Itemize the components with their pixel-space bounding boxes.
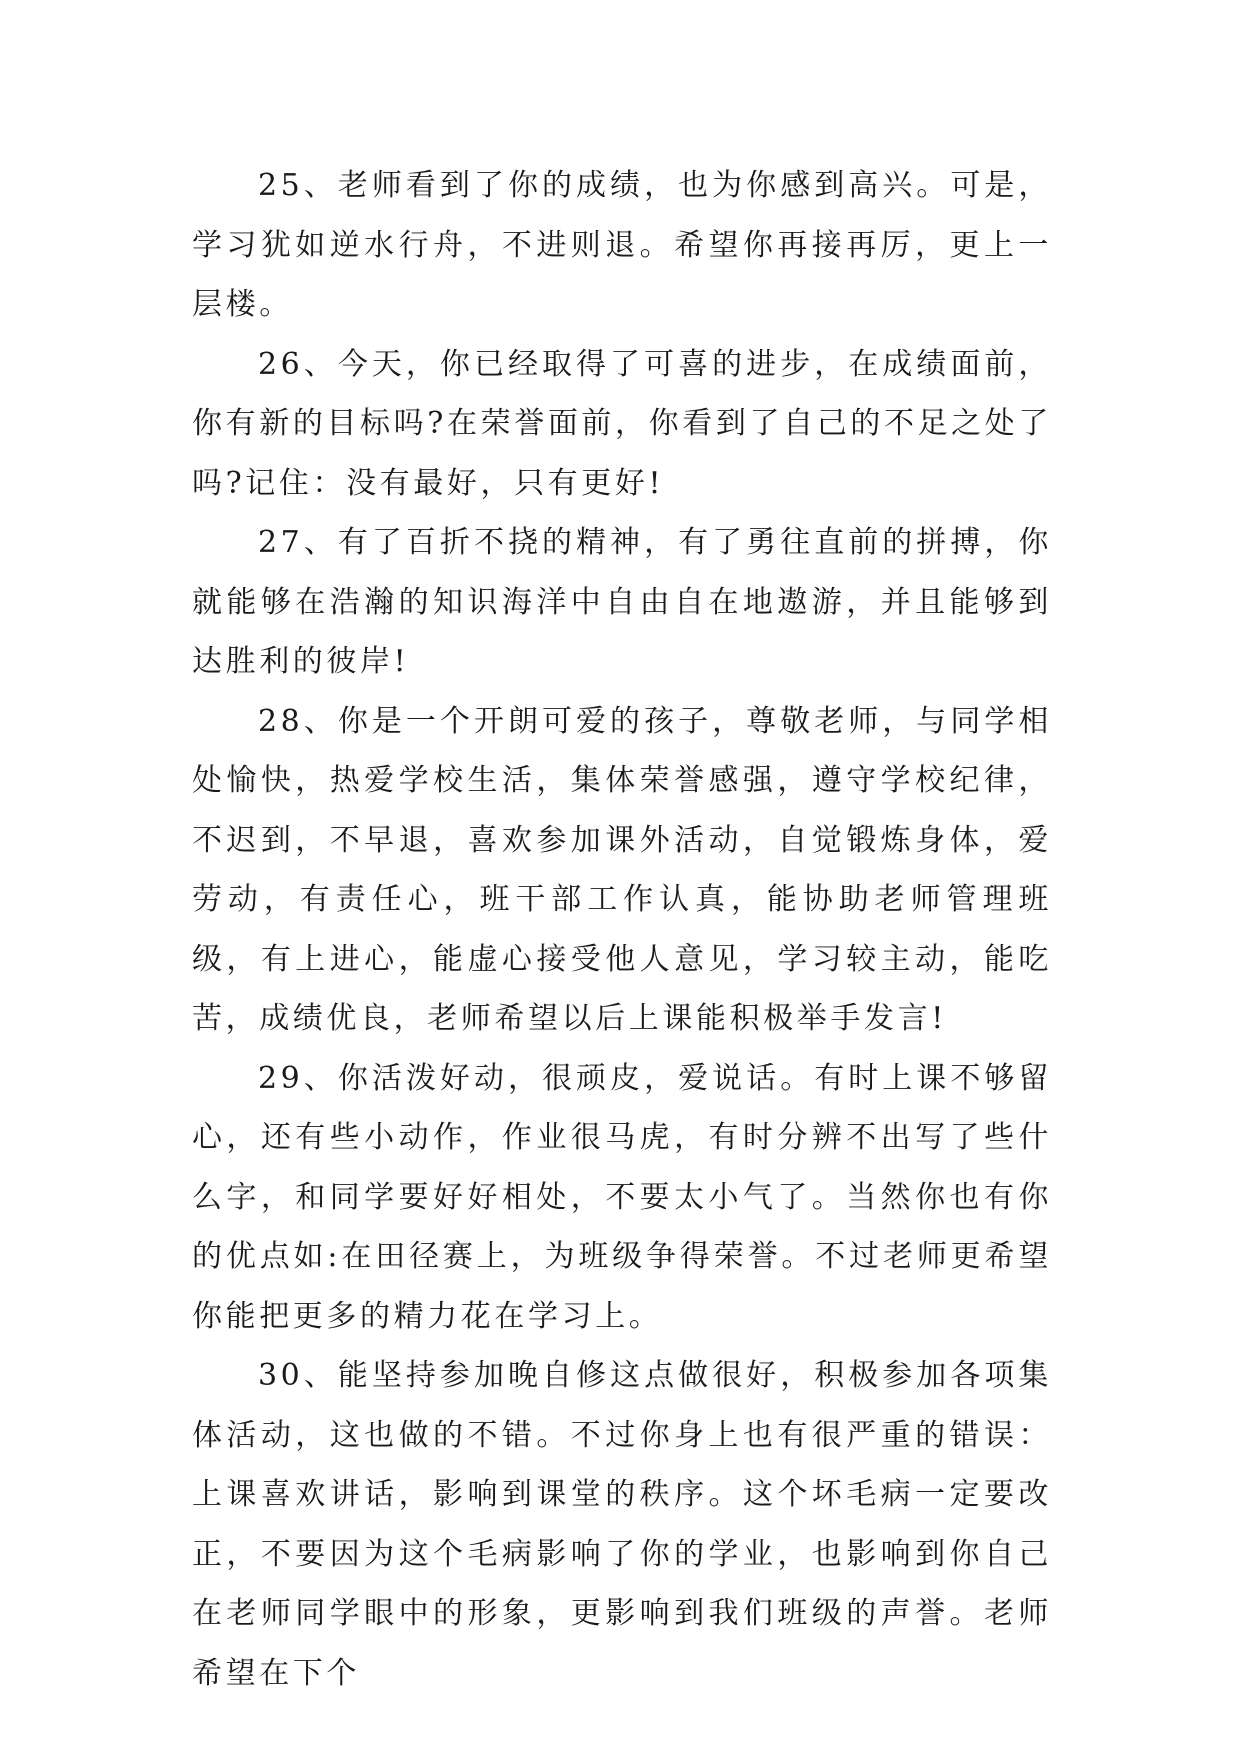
document-body <box>192 156 1052 1703</box>
paragraph-30: 30、能坚持参加晚自修这点做很好，积极参加各项集体活动，这也做的不错。不过你身上也有很严重的错误：上课喜欢讲话，影响到课堂的秩序。这个坏毛病一定要改正，不要因为这个毛病影响了你的学业，也影响到你自己在老师同学眼中的形象，更影响到我们班级的声誉。老师希望在下个 <box>192 1358 1052 1691</box>
paragraph-28: 28、你是一个开朗可爱的孩子，尊敬老师，与同学相处愉快，热爱学校生活，集体荣誉感强，遵守学校纪律，不迟到，不早退，喜欢参加课外活动，自觉锻炼身体，爱劳动，有责任心，班干部工作认真，能协助老师管理班级，有上进心，能虚心接受他人意见，学习较主动，能吃苦，成绩优良，老师希望以后上课能积极举手发言! <box>192 703 1052 1036</box>
paragraph-29: 29、你活泼好动，很顽皮，爱说话。有时上课不够留心，还有些小动作，作业很马虎，有时分辨不出写了些什么字，和同学要好好相处，不要太小气了。当然你也有你的优点如:在田径赛上，为班级争得荣誉。不过老师更希望你能把更多的精力花在学习上。 <box>192 1060 1052 1334</box>
paragraph-25: 25、老师看到了你的成绩，也为你感到高兴。可是，学习犹如逆水行舟，不进则退。希望你再接再厉，更上一层楼。 <box>192 168 1052 322</box>
paragraph-27: 27、有了百折不挠的精神，有了勇往直前的拼搏，你就能够在浩瀚的知识海洋中自由自在地遨游，并且能够到达胜利的彼岸! <box>192 525 1052 679</box>
paragraph-26: 26、今天，你已经取得了可喜的进步，在成绩面前，你有新的目标吗?在荣誉面前，你看到了自己的不足之处了吗?记住：没有最好，只有更好! <box>192 346 1052 501</box>
